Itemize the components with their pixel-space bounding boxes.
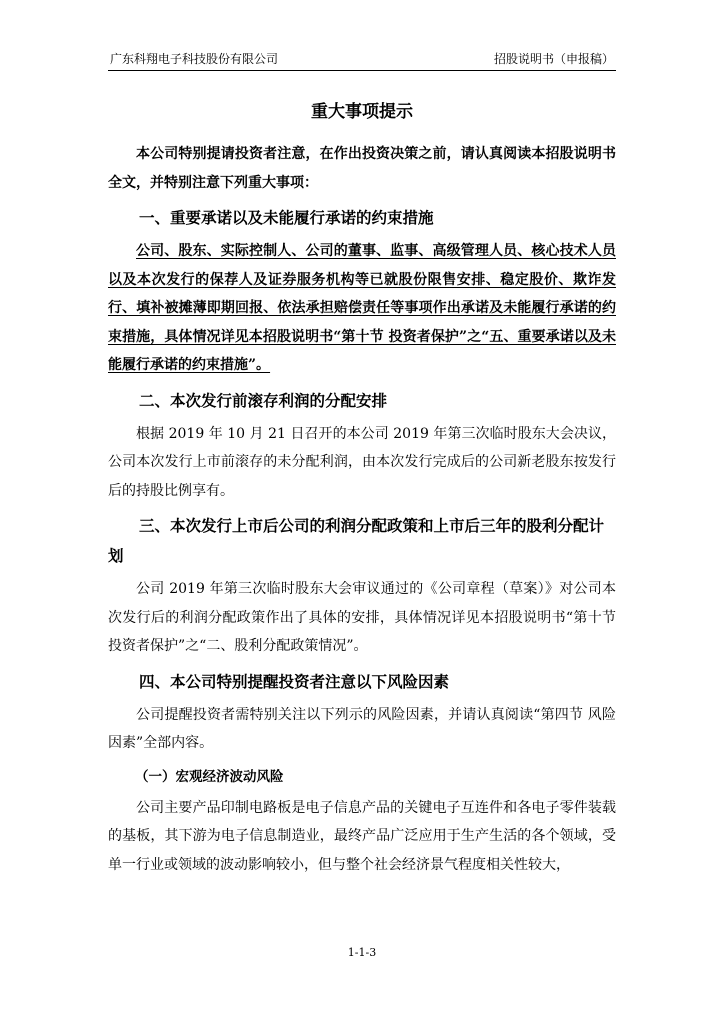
header-company: 广东科翔电子科技股份有限公司: [110, 52, 279, 66]
section-1-heading: 一、重要承诺以及未能履行承诺的约束措施: [139, 209, 434, 227]
section-4-sub-1-body: 公司主要产品印制电路板是电子信息产品的关键电子互连件和各电子零件装载的基板，其下游为电子信息制造业，最终产品广泛应用于生产生活的各个领域，受单一行业或领域的波动影响较小，但与整个社会经济景气程度相关性较大，: [108, 799, 616, 873]
section-1-body-text: 公司、股东、实际控制人、公司的董事、监事、高级管理人员、核心技术人员以及本次发行的保荐人及证券服务机构等已就股份限售安排、稳定股价、欺诈发行、填补被摊薄即期回报、依法承担赔偿责任等事项作出承诺及未能履行承诺的约束措施，具体情况详见本招股说明书“第十节 投资者保护”之“五、重要承诺以及未能履行承诺的约束措施”。: [108, 243, 616, 373]
page-number: 1-1-3: [347, 946, 377, 959]
section-4-sub-1-heading: （一）宏观经济波动风险: [135, 768, 284, 785]
section-4-heading: 四、本公司特别提醒投资者注意以下风险因素: [139, 672, 450, 691]
section-4-body: 公司提醒投资者需特别关注以下列示的风险因素，并请认真阅读“第四节 风险因素”全部内容。: [108, 706, 616, 751]
section-3-body: 公司 2019 年第三次临时股东大会审议通过的《公司章程（草案）》对公司本次发行后的利润分配政策作出了具体的安排，具体情况详见本招股说明书“第十节 投资者保护”之“二、股利分配政策情况”。: [108, 581, 616, 654]
page-header: [108, 50, 616, 71]
section-2-body: 根据 2019 年 10 月 21 日召开的本公司 2019 年第三次临时股东大会决议，公司本次发行上市前滚存的未分配利润，由本次发行完成后的公司新老股东按发行后的持股比例享有。: [108, 425, 616, 499]
section-1-body: [108, 237, 616, 380]
page-title: 重大事项提示: [311, 102, 413, 122]
page-content: [108, 100, 616, 879]
section-2-heading: 二、本次发行前滚存利润的分配安排: [139, 391, 388, 410]
header-doc-title: 招股说明书（申报稿）: [493, 52, 614, 66]
section-3-heading: 三、本次发行上市后公司的利润分配政策和上市后三年的股利分配计划: [108, 517, 605, 565]
intro-paragraph: 本公司特别提请投资者注意，在作出投资决策之前，请认真阅读本招股说明书全文，并特别注意下列重大事项：: [108, 146, 616, 191]
